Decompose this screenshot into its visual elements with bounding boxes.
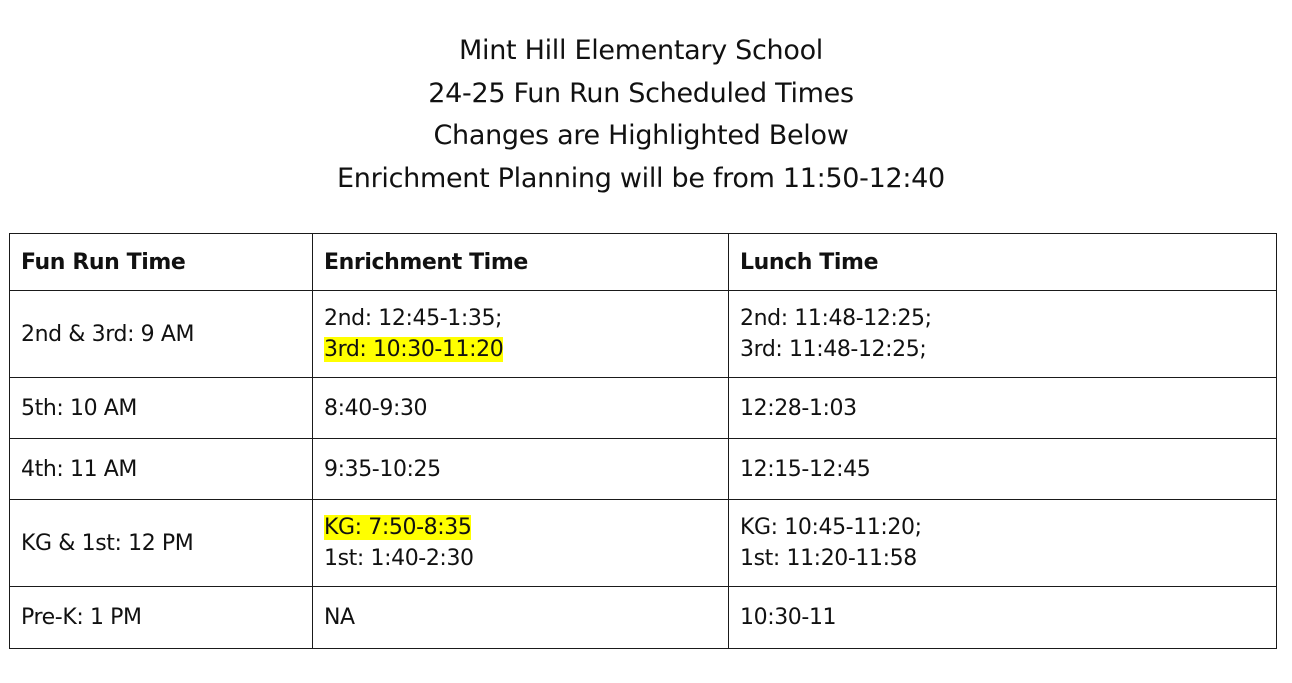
enrichment-text: 1st: 1:40-2:30	[324, 546, 474, 571]
lunch-time-cell	[729, 439, 1277, 500]
lunch-time-cell	[729, 587, 1277, 649]
table-row	[10, 291, 1277, 378]
enrichment-time-cell	[313, 439, 729, 500]
fun-run-time-cell: 4th: 11 AM	[10, 439, 313, 500]
enrichment-text: 8:40-9:30	[324, 395, 428, 421]
table-row	[10, 500, 1277, 587]
enrichment-time-cell	[313, 500, 729, 587]
document-header	[0, 30, 1282, 200]
lunch-line: 12:28-1:03	[740, 395, 857, 421]
lunch-time-cell	[729, 378, 1277, 439]
column-header-enrichment-time: Enrichment Time	[313, 234, 729, 291]
enrichment-time-cell	[313, 587, 729, 649]
table-row	[10, 378, 1277, 439]
enrichment-line	[324, 512, 728, 543]
column-header-fun-run-time: Fun Run Time	[10, 234, 313, 291]
enrichment-line	[324, 543, 728, 574]
enrichment-time-cell	[313, 378, 729, 439]
lunch-line: 3rd: 11:48-12:25;	[740, 337, 927, 362]
lunch-line: 10:30-11	[740, 605, 837, 630]
fun-run-time-cell: 2nd & 3rd: 9 AM	[10, 291, 313, 378]
enrichment-text: 9:35-10:25	[324, 456, 441, 482]
fun-run-time-cell: Pre-K: 1 PM	[10, 587, 313, 649]
column-header-lunch-time: Lunch Time	[729, 234, 1277, 291]
lunch-line: 2nd: 11:48-12:25;	[740, 306, 932, 331]
fun-run-time-cell: 5th: 10 AM	[10, 378, 313, 439]
highlighted-change: 3rd: 10:30-11:20	[324, 337, 504, 362]
fun-run-time-cell: KG & 1st: 12 PM	[10, 500, 313, 587]
enrichment-time-cell	[313, 291, 729, 378]
enrichment-line	[324, 454, 728, 485]
enrichment-text: NA	[324, 605, 355, 630]
document-title: 24-25 Fun Run Scheduled Times	[428, 77, 854, 109]
enrichment-line	[324, 602, 728, 633]
school-name: Mint Hill Elementary School	[459, 35, 823, 66]
schedule-table	[9, 233, 1277, 649]
lunch-line: KG: 10:45-11:20;	[740, 515, 922, 540]
lunch-line: 1st: 11:20-11:58	[740, 546, 917, 571]
table-row	[10, 587, 1277, 649]
enrichment-line	[324, 334, 728, 365]
lunch-time-cell	[729, 500, 1277, 587]
table-row	[10, 439, 1277, 500]
lunch-time-cell	[729, 291, 1277, 378]
table-header-row	[10, 234, 1277, 291]
enrichment-planning-note: Enrichment Planning will be from 11:50-12:40	[337, 162, 945, 194]
lunch-line: 12:15-12:45	[740, 456, 871, 482]
changes-note: Changes are Highlighted Below	[433, 120, 849, 151]
enrichment-line	[324, 303, 728, 334]
enrichment-text: 2nd: 12:45-1:35;	[324, 306, 503, 331]
enrichment-line	[324, 393, 728, 424]
highlighted-change: KG: 7:50-8:35	[324, 515, 472, 540]
